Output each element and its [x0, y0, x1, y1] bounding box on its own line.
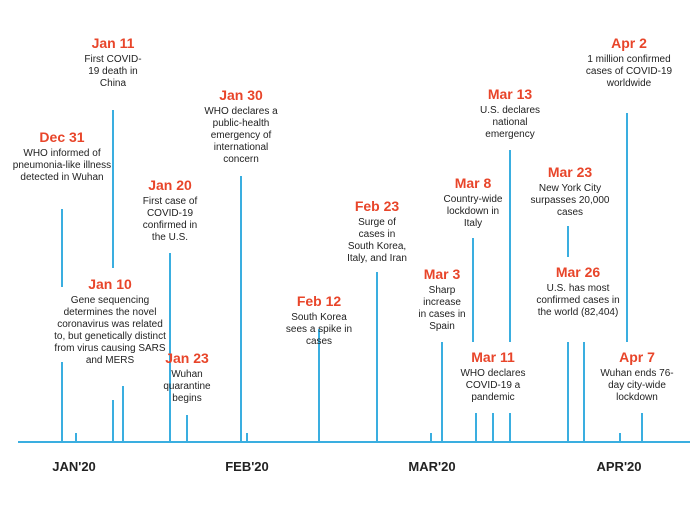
event-apr2 [584, 35, 674, 90]
month-label-feb: FEB'20 [225, 459, 269, 474]
event-text: Wuhan quarantine begins [163, 369, 211, 404]
month-ticks [76, 433, 620, 442]
event-text: Sharp increase in cases in Spain [418, 285, 466, 332]
event-text: Surge of cases in South Korea, Italy, and Iran [347, 217, 407, 264]
event-date: Jan 30 [219, 87, 263, 103]
event-text: Country-wide lockdown in Italy [443, 194, 503, 229]
event-date: Apr 7 [619, 349, 655, 365]
event-text: WHO declares COVID-19 a pandemic [460, 368, 526, 403]
event-date: Jan 23 [165, 350, 209, 366]
event-text: First case of COVID-19 confirmed in the U.S. [142, 196, 198, 243]
event-apr7 [599, 349, 675, 404]
event-date: Jan 10 [88, 276, 132, 292]
event-text: U.S. has most confirmed cases in the world (82,404) [536, 283, 620, 318]
event-mar23 [520, 164, 620, 219]
month-label-apr: APR'20 [596, 459, 642, 474]
event-date: Mar 23 [547, 164, 593, 180]
event-date: Jan 11 [91, 35, 135, 51]
event-jan30 [197, 87, 285, 166]
event-date: Apr 2 [611, 35, 647, 51]
event-text: 1 million confirmed cases of COVID-19 worldwide [585, 54, 673, 89]
event-feb12 [281, 293, 357, 348]
event-mar8 [442, 175, 504, 230]
event-dec31 [7, 129, 117, 184]
event-date: Mar 13 [487, 86, 533, 102]
event-date: Jan 20 [148, 177, 192, 193]
event-text: New York City surpasses 20,000 cases [530, 183, 610, 218]
event-mar26 [532, 264, 624, 319]
event-date: Feb 12 [296, 293, 342, 309]
event-mar3 [418, 266, 466, 333]
event-date: Feb 23 [354, 198, 400, 214]
event-jan10 [51, 276, 169, 367]
month-label-mar: MAR'20 [408, 459, 456, 474]
event-mar13 [478, 86, 542, 141]
event-date: Mar 26 [555, 264, 601, 280]
event-date: Mar 8 [454, 175, 492, 191]
event-text: WHO informed of pneumonia-like illness detected in Wuhan [12, 148, 112, 183]
month-label-jan: JAN'20 [52, 459, 96, 474]
event-mar11 [455, 349, 531, 404]
event-feb23 [346, 198, 408, 265]
event-text: WHO declares a public-health emergency of international concern [204, 106, 278, 165]
event-date: Mar 11 [471, 349, 515, 365]
event-text: Wuhan ends 76-day city-wide lockdown [600, 368, 674, 403]
event-jan11 [82, 35, 144, 90]
event-text: First COVID-19 death in China [84, 54, 142, 89]
event-jan23 [155, 350, 219, 405]
event-text: Gene sequencing determines the novel coronavirus was related to, but genetically distinct from virus causing SARS and MERS [54, 295, 166, 366]
event-date: Dec 31 [39, 129, 85, 145]
event-date: Mar 3 [423, 266, 461, 282]
event-jan20 [135, 177, 205, 244]
event-text: South Korea sees a spike in cases [285, 312, 353, 347]
event-text: U.S. declares national emergency [479, 105, 541, 140]
